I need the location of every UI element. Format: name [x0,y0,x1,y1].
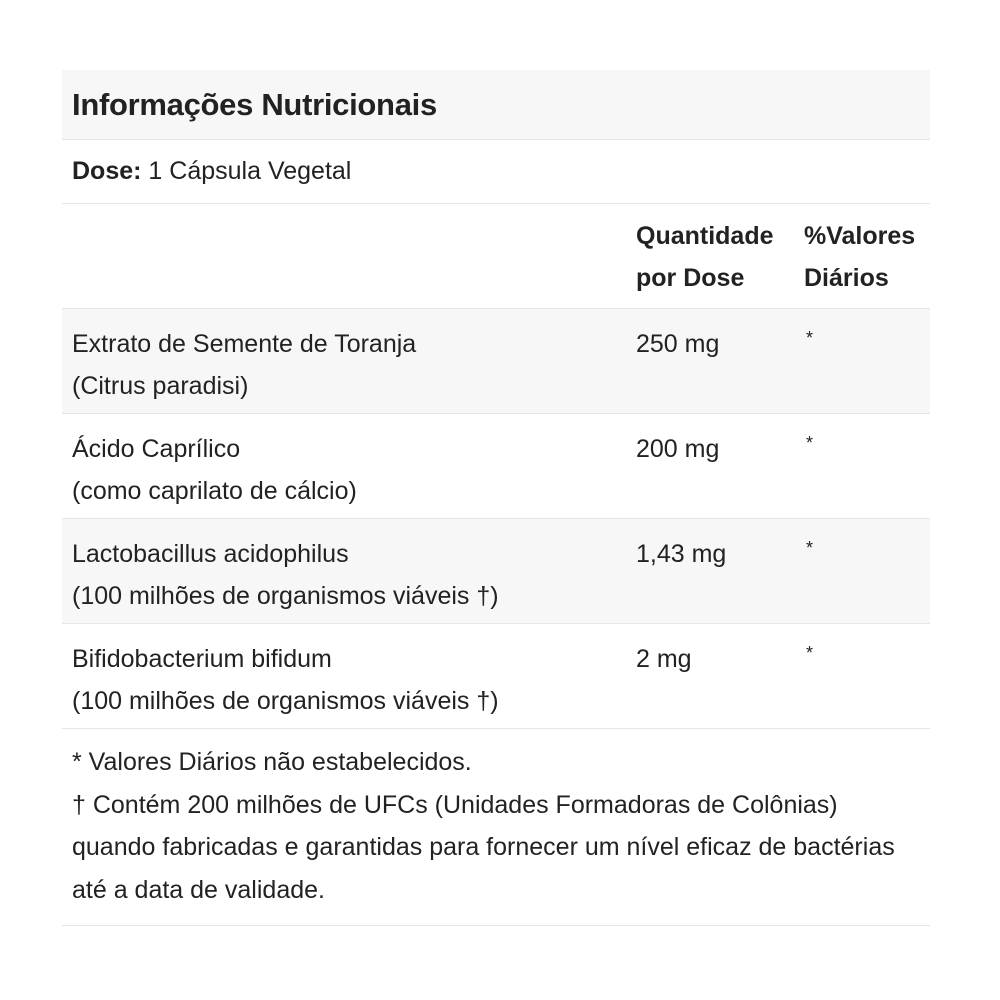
quantity-cell: 2 mg [636,645,692,673]
footnote-cfu: † Contém 200 milhões de UFCs (Unidades Formadoras de Colônias) quando fabricadas e garantidas para fornecer um nível eficaz de bactérias até a data de validade. [72,790,895,904]
header-dv-line2: Diários [804,264,889,292]
ingredient-detail: (Citrus paradisi) [72,372,249,400]
ingredient-name: Bifidobacterium bifidum [72,645,332,673]
daily-value-cell: * [806,433,814,453]
table-row [62,309,930,414]
dose-label: Dose: [72,157,142,185]
page-title: Informações Nutricionais [72,86,437,122]
ingredient-name: Ácido Caprílico [72,435,241,463]
header-quantity-line1: Quantidade [636,222,774,250]
ingredient-detail: (como caprilato de cálcio) [72,477,357,505]
ingredient-detail: (100 milhões de organismos viáveis †) [72,687,499,715]
quantity-cell: 1,43 mg [636,540,727,568]
header-daily-value [804,215,930,299]
title-row [62,70,930,140]
nutrition-facts-panel [62,70,930,926]
dose-value: 1 Cápsula Vegetal [148,157,352,185]
ingredient-cell [72,323,612,407]
table-header-row [62,204,930,309]
daily-value-cell: * [806,328,814,348]
ingredient-cell [72,638,612,722]
table-row [62,414,930,519]
dose-row [62,140,930,204]
footnotes [62,729,930,926]
quantity-cell: 250 mg [636,330,720,358]
ingredient-name: Extrato de Semente de Toranja [72,330,417,358]
quantity-cell: 200 mg [636,435,720,463]
header-quantity [636,215,796,299]
header-dv-line1: %Valores [804,222,916,250]
ingredient-detail: (100 milhões de organismos viáveis †) [72,582,499,610]
ingredient-cell [72,428,612,512]
table-row [62,519,930,624]
ingredient-cell [72,533,612,617]
table-row [62,624,930,729]
footnote-daily-values: * Valores Diários não estabelecidos. [72,748,472,776]
ingredient-name: Lactobacillus acidophilus [72,540,349,568]
daily-value-cell: * [806,538,814,558]
header-quantity-line2: por Dose [636,264,745,292]
daily-value-cell: * [806,643,814,663]
